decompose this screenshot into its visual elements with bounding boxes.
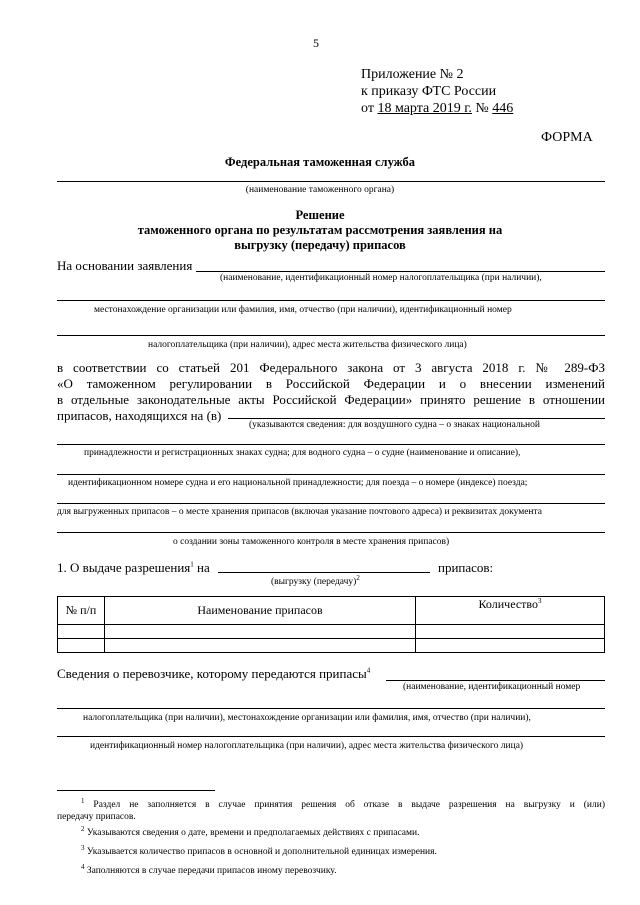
carrier-line-3 bbox=[57, 736, 605, 737]
table-header-row bbox=[58, 597, 605, 625]
decision-title: Решение таможенного органа по результатам рассмотрения заявления на выгрузку (передачу) припасов bbox=[137, 208, 503, 252]
section-1-suffix: припасов: bbox=[438, 560, 494, 575]
vessel-caption-4: для выгруженных припасов – о месте хранения припасов (включая указание почтового адреса) и реквизитах документа bbox=[57, 507, 542, 517]
vessel-caption-5: о создании зоны таможенного контроля в месте хранения припасов) bbox=[173, 537, 450, 547]
basis-caption-1: (наименование, идентификационный номер налогоплательщика (при наличии), bbox=[220, 273, 542, 283]
law-paragraph: в соответствии со статьей 201 Федерального закона от 3 августа 2018 г. № 289-ФЗ «О таможенном регулировании в Российской Федерации и о внесении изменений в отдельные законодательные акты Российской Федерации» принято решение в отношении припасов, находящихся на (в) bbox=[57, 360, 605, 423]
footnote-3: $^3$ Указывается количество припасов в основной и дополнительной единицах измерения. bbox=[81, 844, 437, 858]
order-line: к приказу ФТС России bbox=[361, 84, 497, 99]
unloading-caption: (выгрузку (передачу)$^2$ bbox=[271, 574, 360, 588]
basis-line-3 bbox=[57, 335, 605, 336]
footnote-1: $^1$ Раздел не заполняется в случае принятия решения об отказе в выдаче разрешения на выгрузку и (или) bbox=[81, 797, 605, 811]
footnote-1-cont: передачу припасов. bbox=[57, 812, 136, 823]
vessel-line-5 bbox=[57, 532, 605, 533]
customs-body-line bbox=[57, 181, 605, 182]
vessel-caption-2: принадлежности и регистрационных знаках судна; для водного судна – о судне (наименование и описание), bbox=[84, 448, 521, 458]
basis-line-2 bbox=[57, 300, 605, 301]
footnote-4: $^4$ Заполняются в случае передачи припасов иному перевозчику. bbox=[81, 863, 337, 877]
service-name: Федеральная таможенная служба bbox=[224, 155, 416, 169]
unloading-line bbox=[218, 572, 430, 573]
footnote-separator bbox=[57, 790, 215, 791]
basis-caption-3: налогоплательщика (при наличии), адрес места жительства физического лица) bbox=[148, 340, 467, 350]
vessel-caption-3: идентификационном номере судна и его национальной принадлежности; для поезда – о номере (индексе) поезда; bbox=[68, 478, 528, 488]
vessel-line bbox=[228, 418, 605, 419]
order-number: 446 bbox=[492, 101, 514, 116]
footnotes bbox=[57, 795, 605, 878]
order-date-line: от 18 марта 2019 г. № 446 bbox=[361, 101, 514, 116]
basis-line bbox=[196, 271, 605, 272]
order-date: 18 марта 2019 г. bbox=[377, 101, 472, 116]
appendix-line: Приложение № 2 bbox=[361, 67, 464, 82]
vessel-line-2 bbox=[57, 444, 605, 445]
carrier-caption-1: (наименование, идентификационный номер bbox=[403, 682, 581, 692]
supplies-table bbox=[57, 596, 605, 653]
customs-body-caption: (наименование таможенного органа) bbox=[245, 185, 395, 195]
col-qty-header: Количество$^3$ bbox=[416, 597, 605, 625]
basis-label: На основании заявления bbox=[57, 258, 193, 273]
carrier-line-2 bbox=[57, 708, 605, 709]
vessel-line-3 bbox=[57, 474, 605, 475]
col-name-header: Наименование припасов bbox=[105, 597, 416, 625]
vessel-caption-1: (указываются сведения: для воздушного судна – о знаках национальной bbox=[249, 420, 540, 430]
page-number: 5 bbox=[313, 36, 319, 50]
table-row bbox=[58, 639, 605, 653]
appendix-header bbox=[361, 66, 513, 117]
table-row bbox=[58, 625, 605, 639]
carrier-line bbox=[386, 680, 605, 681]
carrier-label: Сведения о перевозчике, которому передаются припасы$^4$ bbox=[57, 666, 371, 681]
col-number-header: № п/п bbox=[58, 597, 105, 625]
section-1-label: 1. О выдаче разрешения$^1$ на bbox=[57, 560, 210, 575]
vessel-line-4 bbox=[57, 503, 605, 504]
carrier-caption-3: идентификационный номер налогоплательщика (при наличии), адрес места жительства физического лица) bbox=[90, 741, 524, 751]
footnote-2: $^2$ Указываются сведения о дате, времени и предполагаемых действиях с припасами. bbox=[81, 825, 420, 839]
basis-caption-2: местонахождение организации или фамилия, имя, отчество (при наличии), идентификационный номер bbox=[94, 305, 512, 315]
form-label: ФОРМА bbox=[541, 130, 593, 145]
carrier-caption-2: налогоплательщика (при наличии), местонахождение организации или фамилия, имя, отчество (при наличии), bbox=[83, 713, 531, 723]
